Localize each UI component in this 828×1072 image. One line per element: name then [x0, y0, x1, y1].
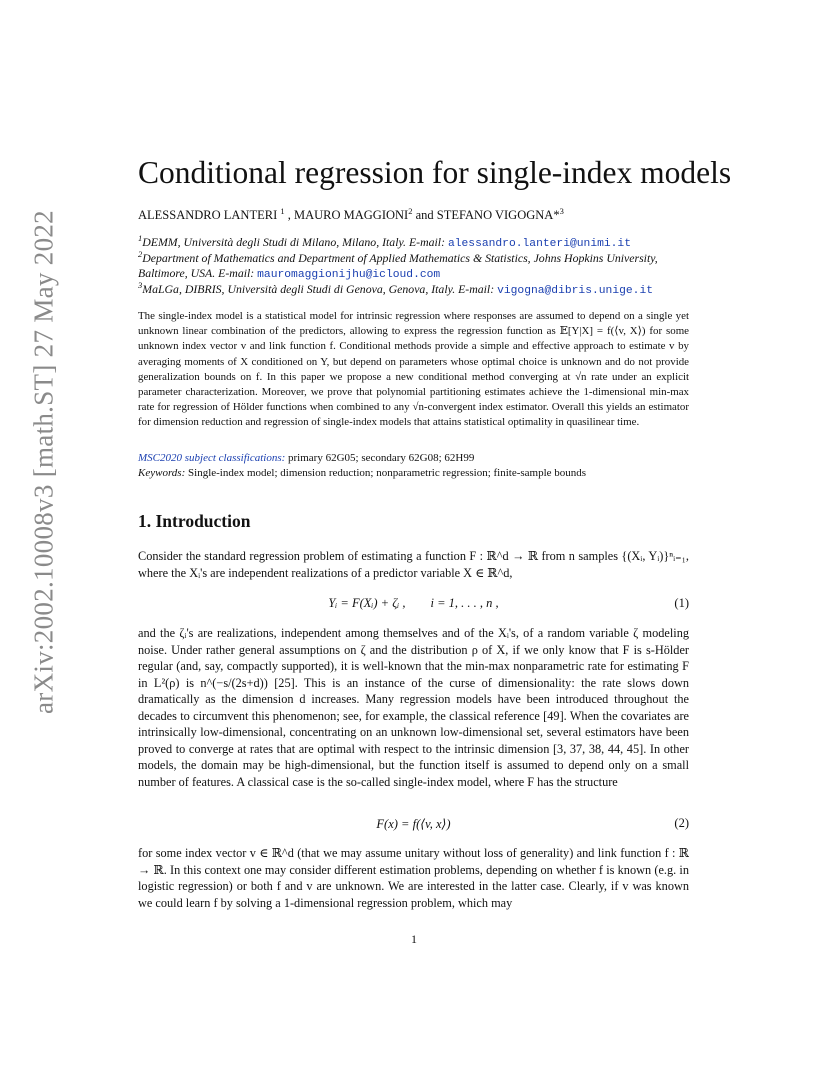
- abstract: [138, 309, 689, 431]
- msc-link[interactable]: MSC2020 subject classifications:: [138, 452, 286, 464]
- equation-2-expr: F(x) = f(⟨v, x⟩): [376, 817, 451, 831]
- equation-2: [138, 816, 689, 834]
- author-vigogna-sup: 3: [559, 206, 564, 216]
- intro-paragraph-2: [138, 625, 689, 790]
- affiliation-3-text: MaLGa, DIBRIS, Università degli Studi di Genova, Genova, Italy. E-mail:: [142, 281, 498, 296]
- section-heading: 1. Introduction: [138, 511, 251, 531]
- page-number: 1: [411, 932, 417, 946]
- affiliation-3-sup: 3: [138, 280, 143, 290]
- intro-paragraph-3: [138, 845, 689, 911]
- author-lanteri-sup: 1: [280, 206, 285, 216]
- affiliation-1-text: DEMM, Università degli Studi di Milano, Milano, Italy. E-mail:: [142, 234, 448, 249]
- affiliation-1-email[interactable]: alessandro.lanteri@unimi.it: [447, 237, 631, 250]
- equation-1: [138, 596, 689, 614]
- keywords: [138, 467, 586, 479]
- equation-1-number: (1): [674, 596, 689, 610]
- affiliation-2-email[interactable]: mauromaggionijhu@icloud.com: [257, 269, 441, 282]
- intro-paragraph-1-text: Consider the standard regression problem of estimating a function F : ℝ^d → ℝ from n samples {(Xᵢ, Yᵢ)}ⁿᵢ₌₁, where the Xᵢ's are independent realizations of a predictor variable X ∈ ℝ^d,: [138, 549, 689, 580]
- intro-paragraph-1: [138, 548, 689, 581]
- author-maggioni-sup: 2: [408, 206, 413, 216]
- equation-2-number: (2): [674, 816, 689, 830]
- paper-title: Conditional regression for single-index models: [138, 155, 732, 190]
- keywords-text: Single-index model; dimension reduction; nonparametric regression; finite-sample bounds: [185, 467, 587, 479]
- msc-text: primary 62G05; secondary 62G08; 62H99: [285, 452, 475, 464]
- msc-classification: [138, 452, 474, 464]
- arxiv-stamp-text: arXiv:2002.10008v3 [math.ST] 27 May 2022: [28, 210, 59, 714]
- keywords-label: Keywords:: [138, 467, 186, 479]
- author-lanteri: ALESSANDRO LANTERI: [138, 208, 278, 223]
- abstract-text: The single-index model is a statistical model for intrinsic regression where responses are assumed to depend on a single yet unknown linear combination of the predictors, allowing to express the regression function as 𝔼[Y|X] = f(⟨v, X⟩) for some unknown index vector v and link function f. Conditional methods provide a simple and effective approach to estimate v by averaging moments of X conditioned on Y, but depend on parameters whose optimal choice is unknown and do not provide generalization bounds on f. In this paper we propose a new conditional method converging at √n rate under an explicit parameter characterization. Moreover, we prove that polynomial partitioning estimates achieve the 1-dimensional min-max rate for regression of Hölder functions when combined to any √n-convergent index estimator. Overall this yields an estimator for dimension reduction and regression of single-index models that attains statistical optimality in quasilinear time.: [138, 310, 689, 429]
- intro-paragraph-3-text: for some index vector v ∈ ℝ^d (that we may assume unitary without loss of generality) and link function f : ℝ → ℝ. In this context one may consider different estimation problems, depending on whether f is known (e.g. in logistic regression) or both f and v are unknown. We are interested in the latter case. Clearly, if v was known we could learn f by solving a 1-dimensional regression problem, which may: [138, 846, 689, 910]
- equation-1-expr: Yᵢ = F(Xᵢ) + ζᵢ , i = 1, . . . , n ,: [328, 596, 499, 610]
- affiliation-1-sup: 1: [138, 233, 143, 243]
- author-maggioni: , MAURO MAGGIONI: [287, 208, 409, 223]
- author-vigogna: and STEFANO VIGOGNA*: [415, 208, 560, 223]
- affiliation-3: [138, 278, 698, 299]
- affiliation-2-sup: 2: [138, 249, 143, 259]
- affiliation-3-email[interactable]: vigogna@dibris.unige.it: [497, 284, 654, 297]
- affiliation-2-text: Department of Mathematics and Department of Applied Mathematics & Statistics, Johns Hopkins University, Baltimore, USA. E-mail:: [138, 250, 658, 281]
- author-line: [138, 206, 564, 223]
- intro-paragraph-2-text: and the ζᵢ's are realizations, independent among themselves and of the Xᵢ's, of a random variable ζ modeling noise. Under rather general assumptions on ζ and the distribution ρ of X, if we only know that F is s-Hölder regular (and, say, compactly supported), it is well-known that the min-max nonparametric rate for estimating F in L²(ρ) is n^(−s/(2s+d)) [25]. This is an instance of the curse of dimensionality: the rate slows down dramatically as the dimension d increases. Many regression models have been introduced throughout the decades to circumvent this phenomenon; see, for example, the classical reference [49]. When the covariates are intrinsically low-dimensional, concentrating on an unknown low-dimensional set, several estimators have been proved to converge at rates that are optimal with respect to the intrinsic dimension [3, 37, 38, 44, 45]. In other models, the domain may be high-dimensional, but the function itself is assumed to depend only on a small number of features. A classical case is the so-called single-index model, where F has the structure: [138, 626, 689, 789]
